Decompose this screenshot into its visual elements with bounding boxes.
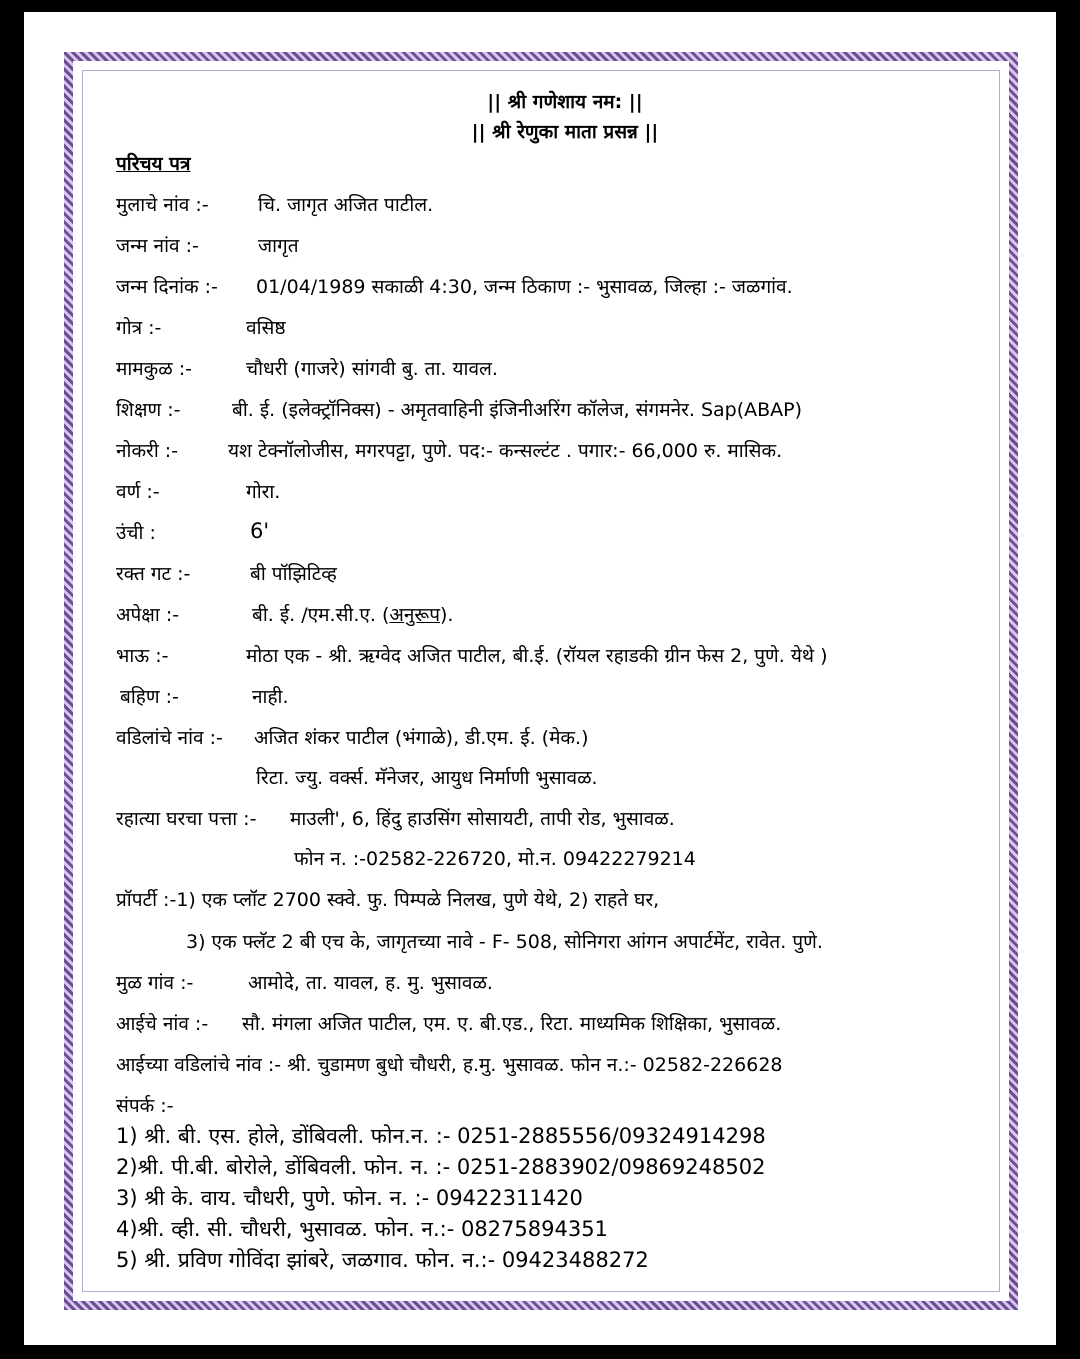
father-label: वडिलांचे नांव :- (116, 727, 223, 749)
expectation-value: बी. ई. /एम.सी.ए. (अनुरूप). (252, 604, 454, 626)
heading-ganesh: || श्री गणेशाय नम: || (487, 91, 643, 113)
sister-label: बहिण :- (120, 686, 179, 708)
dob-value: 01/04/1989 सकाळी 4:30, जन्म ठिकाण :- भुसावळ, जिल्हा :- जळगांव. (256, 276, 793, 298)
brother-value: मोठा एक - श्री. ऋग्वेद अजित पाटील, बी.ई. (रॉयल रहाडकी ग्रीन फेस 2, पुणे. येथे ) (246, 645, 828, 667)
native-village-value: आमोदे, ता. यावल, ह. मु. भुसावळ. (248, 972, 493, 994)
brother-label: भाऊ :- (116, 645, 169, 667)
complexion-value: गोरा. (246, 481, 281, 503)
native-village-label: मुळ गांव :- (116, 972, 194, 994)
address-value: माउली', 6, हिंदु हाउसिंग सोसायटी, तापी रोड, भुसावळ. (290, 808, 675, 830)
contact-item: 5) श्री. प्रविण गोविंदा झांबरे, जळगाव. फोन. न.:- 09423488272 (116, 1248, 649, 1272)
contact-item: 2)श्री. पी.बी. बोरोले, डोंबिवली. फोन. न. :- 0251-2883902/09869248502 (116, 1155, 766, 1179)
gotra-label: गोत्र :- (116, 317, 162, 339)
job-value: यश टेक्नॉलोजीस, मगरपट्टा, पुणे. पद:- कन्सल्टंट . पगार:- 66,000 रु. मासिक. (228, 440, 783, 462)
expectation-label: अपेक्षा :- (116, 604, 180, 626)
blood-group-label: रक्त गट :- (116, 563, 191, 585)
name-label: मुलाचे नांव :- (116, 194, 209, 216)
maternal-grandfather: आईच्या वडिलांचे नांव :- श्री. चुडामण बुधो चौधरी, ह.मु. भुसावळ. फोन न.:- 02582-226628 (116, 1054, 783, 1076)
height-value: 6' (250, 519, 270, 543)
home-phone: फोन न. :-02582-226720, मो.न. 09422279214 (294, 848, 696, 870)
mamakul-value: चौधरी (गाजरे) सांगवी बु. ता. यावल. (246, 358, 498, 380)
education-value: बी. ई. (इलेक्ट्रॉनिक्स) - अमृतवाहिनी इंजिनीअरिंग कॉलेज, संगमनेर. Sap(ABAP) (232, 399, 803, 421)
height-label: उंची : (116, 522, 156, 544)
contact-item: 3) श्री के. वाय. चौधरी, पुणे. फोन. न. :- 09422311420 (116, 1186, 583, 1210)
mamakul-label: मामकुळ :- (116, 358, 192, 380)
mother-value: सौ. मंगला अजित पाटील, एम. ए. बी.एड., रिटा. माध्यमिक शिक्षिका, भुसावळ. (242, 1013, 782, 1035)
dob-label: जन्म दिनांक :- (116, 276, 218, 298)
birthname-label: जन्म नांव :- (116, 235, 199, 257)
mother-label: आईचे नांव :- (116, 1013, 209, 1035)
complexion-label: वर्ण :- (116, 481, 160, 503)
decorative-border (64, 52, 1018, 1310)
blood-group-value: बी पॉझिटिव्ह (250, 563, 337, 585)
contact-item: 4)श्री. व्ही. सी. चौधरी, भुसावळ. फोन. न.:- 08275894351 (116, 1217, 608, 1241)
contacts-label: संपर्क :- (116, 1095, 174, 1117)
education-label: शिक्षण :- (116, 399, 181, 421)
contact-item: 1) श्री. बी. एस. होले, डोंबिवली. फोन.न. :- 0251-2885556/09324914298 (116, 1124, 766, 1148)
name-value: चि. जागृत अजित पाटील. (258, 194, 434, 216)
father-occupation: रिटा. ज्यु. वर्क्स. मॅनेजर, आयुध निर्माणी भुसावळ. (256, 767, 598, 789)
gotra-value: वसिष्ठ (246, 317, 286, 339)
father-value: अजित शंकर पाटील (भंगाळे), डी.एम. ई. (मेक.) (254, 727, 589, 749)
address-label: रहात्या घरचा पत्ता :- (116, 808, 257, 830)
heading-renuka: || श्री रेणुका माता प्रसन्न || (471, 121, 659, 143)
property-line-1: प्रॉपर्टी :-1) एक प्लॉट 2700 स्क्वे. फु. पिम्पळे निलख, पुणे येथे, 2) राहते घर, (116, 889, 660, 911)
sister-value: नाही. (252, 686, 289, 708)
property-line-2: 3) एक फ्लॅट 2 बी एच के, जागृतच्या नावे - F- 508, सोनिगरा आंगन अपार्टमेंट, रावेत. पुणे. (186, 931, 823, 953)
job-label: नोकरी :- (116, 440, 179, 462)
birthname-value: जागृत (258, 235, 299, 257)
document-title: परिचय पत्र (116, 153, 191, 175)
